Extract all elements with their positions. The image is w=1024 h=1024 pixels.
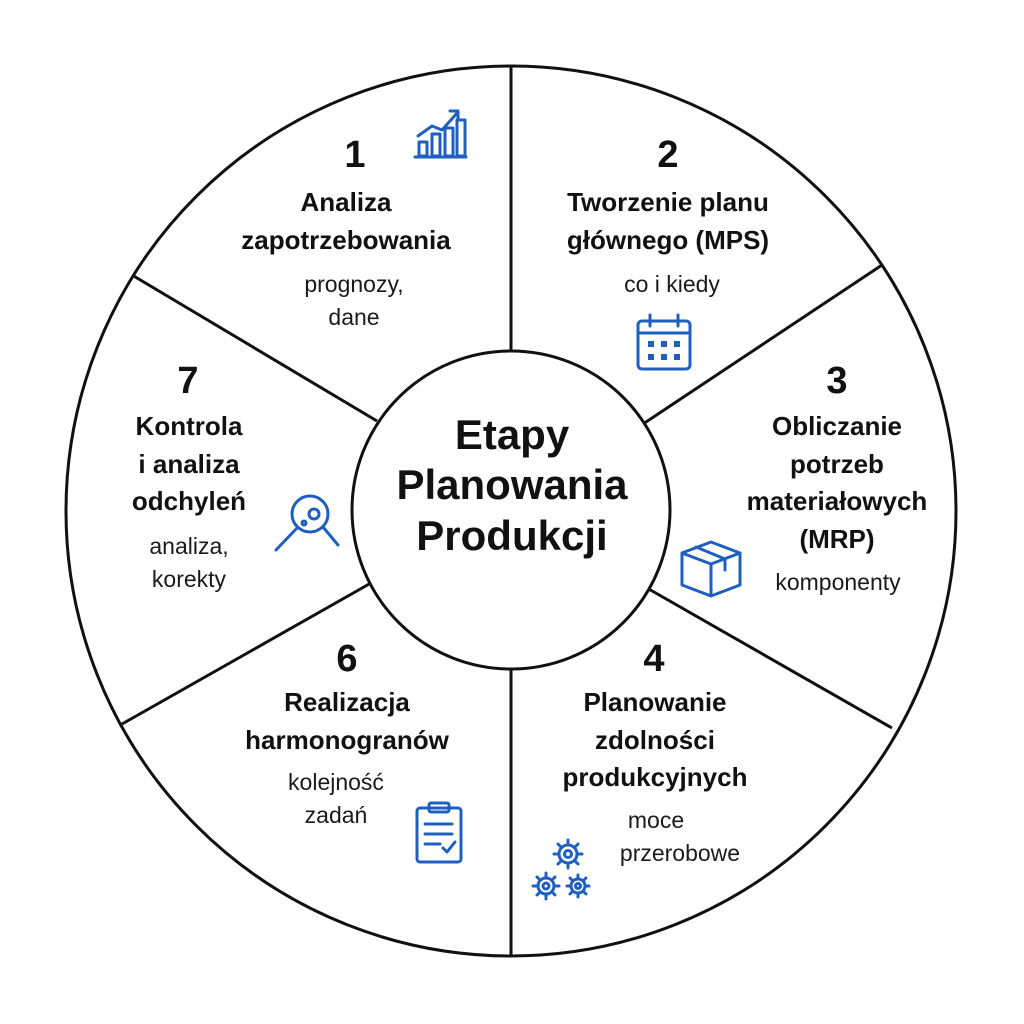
segment-number: 3 — [826, 360, 848, 402]
segment-7-subtitle — [89, 530, 289, 597]
segment-number: 1 — [344, 134, 366, 176]
segment-title-line: Obliczanie — [771, 411, 903, 441]
segment-6-subtitle — [236, 766, 436, 833]
segment-subtitle-line: dane — [328, 304, 380, 331]
segment-subtitle-line: prognozy, — [304, 271, 404, 297]
calendar-icon — [634, 312, 694, 372]
segment-title-line: Planowanie — [583, 687, 727, 717]
segment-title-line: głównego (MPS) — [566, 224, 770, 255]
segment-1-number — [305, 136, 405, 174]
segment-subtitle-line: korekty — [151, 566, 227, 593]
segment-title-line: materiałowych — [746, 486, 928, 517]
segment-4-title — [515, 684, 795, 797]
segment-subtitle-line: komponenty — [775, 569, 901, 595]
segment-7-title — [89, 408, 289, 521]
segment-title-line: potrzeb — [790, 448, 884, 479]
segment-3-title — [702, 408, 972, 559]
segment-2-subtitle — [572, 268, 772, 301]
segment-6-number — [297, 640, 397, 678]
segment-3-number — [787, 362, 887, 400]
segment-2-number — [618, 136, 718, 174]
segment-title-line: Realizacja — [284, 687, 410, 717]
segment-subtitle-line: moce — [627, 807, 685, 833]
segment-number: 4 — [643, 638, 665, 680]
segment-subtitle-line: analiza, — [149, 533, 229, 559]
segment-subtitle-line: co i kiedy — [624, 271, 720, 297]
box-icon — [678, 538, 744, 600]
segment-title-line: Analiza — [300, 187, 392, 217]
bar-chart-growth-icon — [412, 106, 468, 162]
segment-title-line: zapotrzebowania — [241, 224, 451, 255]
segment-title-line: harmonogranów — [245, 724, 449, 755]
segment-title-line: Kontrola — [135, 411, 243, 441]
segment-title-line: i analiza — [138, 448, 240, 479]
segment-7-number — [138, 362, 238, 400]
segment-1-title — [196, 184, 496, 259]
center-title-line: Produkcji — [416, 511, 608, 559]
segment-title-line: produkcyjnych — [562, 762, 748, 793]
segment-subtitle-line: kolejność — [288, 769, 384, 795]
magnifier-icon — [270, 490, 344, 556]
segment-title-line: (MRP) — [799, 524, 875, 555]
segment-6-title — [207, 684, 487, 759]
segment-subtitle-line: przerobowe — [619, 840, 741, 867]
center-title-line: Planowania — [396, 461, 628, 509]
gears-icon — [528, 836, 598, 906]
clipboard-checklist-icon — [410, 800, 468, 866]
segment-subtitle-line: zadań — [304, 802, 368, 829]
segment-number: 2 — [657, 134, 679, 176]
segment-3-subtitle — [738, 566, 938, 599]
segment-number: 7 — [177, 360, 199, 402]
center-title-line: Etapy — [454, 411, 570, 458]
segment-title-line: odchyleń — [131, 486, 247, 517]
segment-number: 6 — [336, 638, 358, 680]
segment-2-title — [523, 184, 813, 259]
segment-4-number — [604, 640, 704, 678]
segment-title-line: zdolności — [595, 724, 715, 755]
center-title — [362, 410, 662, 561]
segment-1-subtitle — [254, 268, 454, 335]
segment-title-line: Tworzenie planu — [567, 187, 769, 217]
segment-4-subtitle — [580, 804, 780, 871]
